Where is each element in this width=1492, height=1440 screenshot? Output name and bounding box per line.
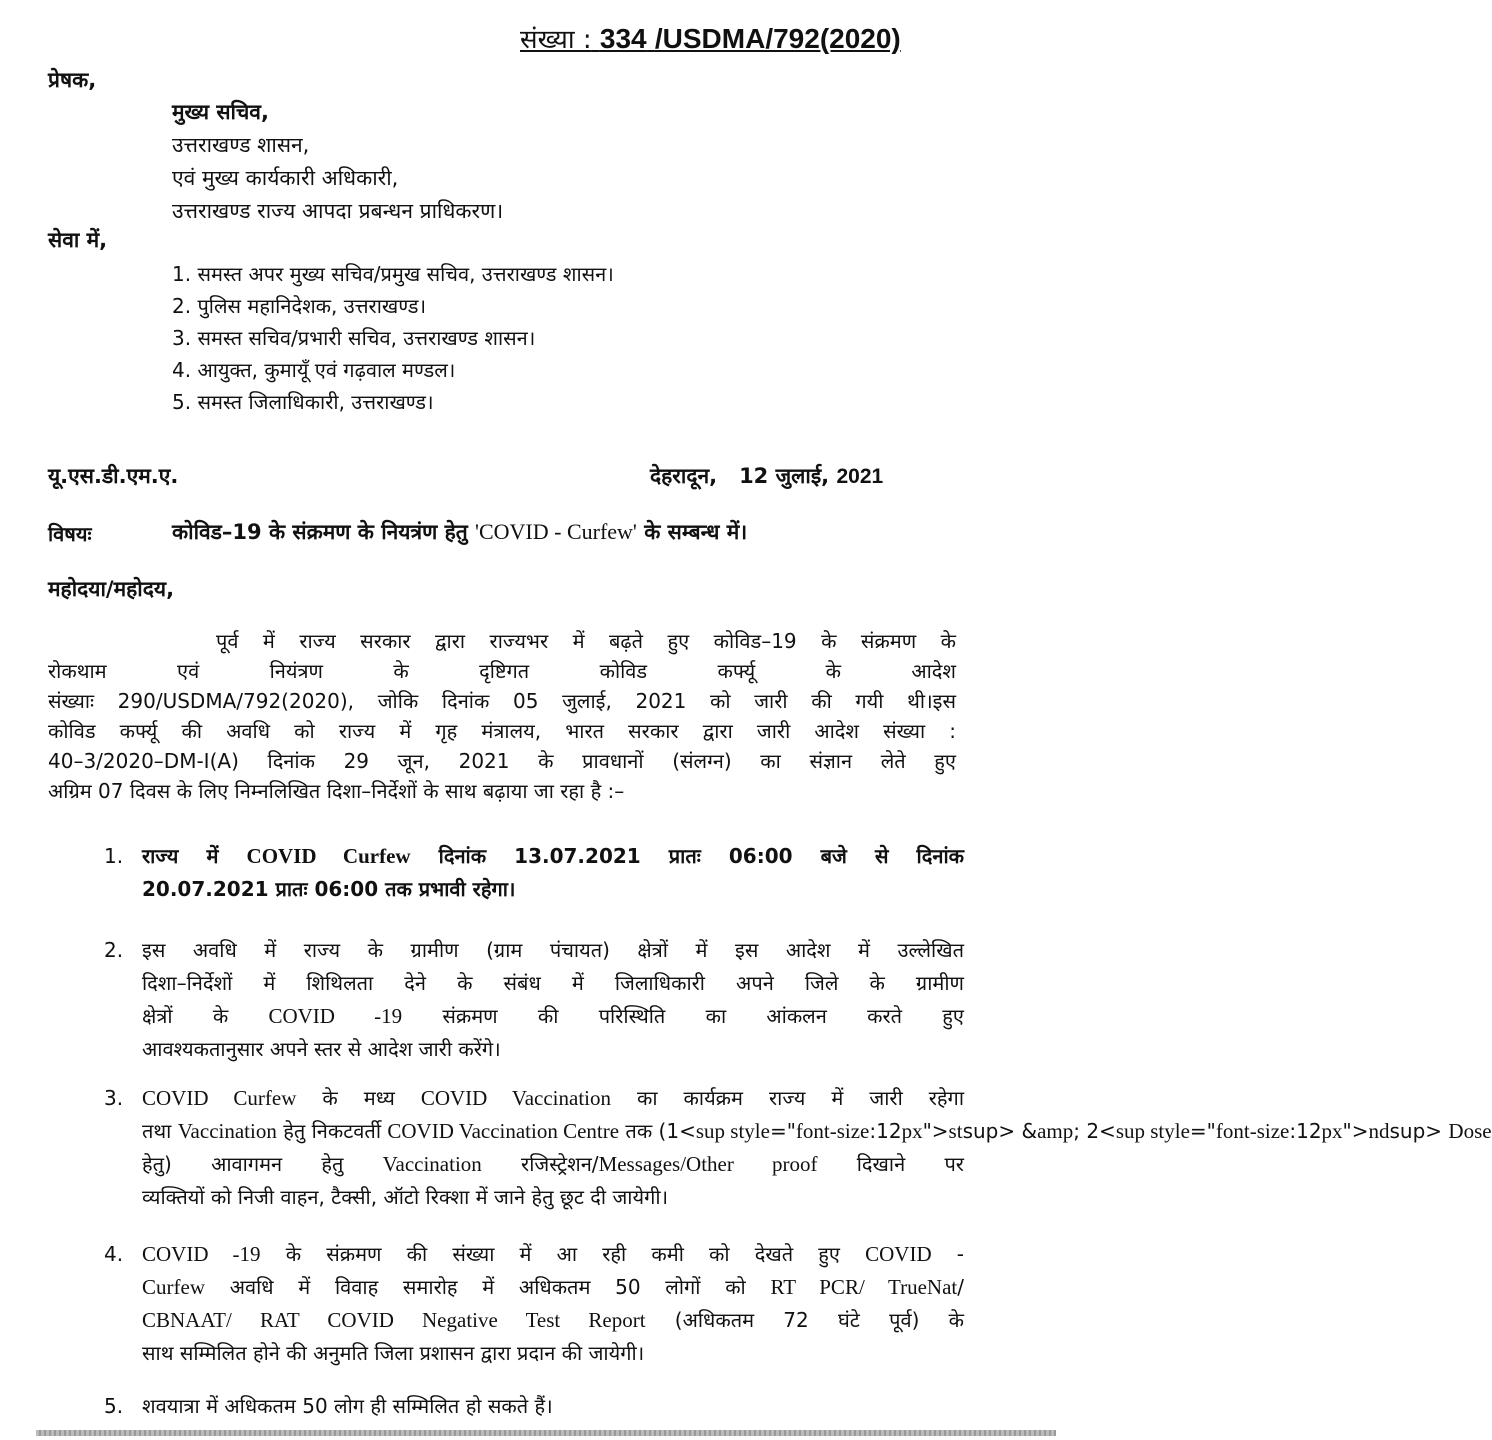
directive-line: 20.07.2021 प्रातः 06:00 तक प्रभावी रहेगा। [142,877,516,901]
recipient-item: 4. आयुक्त, कुमायूँ एवं गढ़वाल मण्डल। [172,358,456,382]
subject-label: विषयः [48,522,92,546]
sender-line: मुख्य सचिव, [172,100,269,124]
directive-line: दिशा–निर्देशों में शिथिलता देने के संबंध में जिलाधिकारी अपने जिले के ग्रामीण [142,971,964,995]
intro-line: अग्रिम 07 दिवस के लिए निम्नलिखित दिशा–निर्देशों के साथ बढ़ाया जा रहा है :– [48,779,625,803]
directive-line: साथ सम्मिलित होने की अनुमति जिला प्रशासन द्वारा प्रदान की जायेगी। [142,1341,645,1365]
directive-line: व्यक्तियों को निजी वाहन, टैक्सी, ऑटो रिक्शा में जाने हेतु छूट दी जायेगी। [142,1185,669,1209]
intro-line: 40–3/2020–DM-I(A) दिनांक 29 जून, 2021 के प्रावधानों (संलग्न) का संज्ञान लेते हुए [48,749,956,773]
recipient-item: 2. पुलिस महानिदेशक, उत्तराखण्ड। [172,294,427,318]
directive-3 [104,1082,1492,1214]
bottom-edge-divider [36,1430,1056,1436]
directive-number: 4. [104,1242,124,1266]
directive-number: 2. [104,938,124,962]
subject-text-before: कोविड–19 के संक्रमण के नियत्रंण हेतु [172,520,475,544]
date-place: देहरादून, [650,464,718,488]
office-code: यू.एस.डी.एम.ए. [48,464,179,488]
directive-4 [104,1238,964,1370]
recipient-item: 3. समस्त सचिव/प्रभारी सचिव, उत्तराखण्ड शासन। [172,326,536,350]
directive-2 [104,934,964,1066]
intro-line: रोकथाम एवं नियंत्रण के दृष्टिगत कोविड कर्फ्यू के आदेश [48,659,956,683]
sender-line: उत्तराखण्ड राज्य आपदा प्रबन्धन प्राधिकरण। [172,199,504,223]
intro-line: कोविड कर्फ्यू की अवधि को राज्य में गृह मंत्रालय, भारत सरकार द्वारा जारी आदेश संख्या : [48,719,956,743]
directive-line: शवयात्रा में अधिकतम 50 लोग ही सम्मिलित हो सकते हैं। [142,1394,553,1418]
directive-line: राज्य में COVID Curfew दिनांक 13.07.2021 प्रातः 06:00 बजे से दिनांक [142,844,964,868]
intro-line: संख्याः 290/USDMA/792(2020), जोकि दिनांक 05 जुलाई, 2021 को जारी की गयी थी।इस [48,689,956,713]
directive-1 [104,840,964,906]
intro-paragraph [48,626,956,806]
recipients-list [172,258,614,418]
directive-line: Curfew अवधि में विवाह समारोह में अधिकतम 50 लोगों को RT PCR/ TrueNat/ [142,1275,964,1299]
directive-line: आवश्यकतानुसार अपने स्तर से आदेश जारी करेंगे। [142,1037,501,1061]
reference-suffix: /USDMA/792(2020) [654,23,901,54]
sender-line: उत्तराखण्ड शासन, [172,133,310,157]
subject-quoted: 'COVID - Curfew' [475,519,637,544]
date-year: 2021 [836,465,884,488]
salutation: महोदया/महोदय, [48,577,175,601]
date-day-month: 12 जुलाई, [739,464,830,488]
directive-number: 1. [104,844,124,868]
sender-label: प्रेषक, [48,68,97,92]
reference-prefix: संख्या : [520,25,592,55]
directive-number: 5. [104,1394,124,1418]
directive-line: COVID Curfew के मध्य COVID Vaccination का कार्यक्रम राज्य में जारी रहेगा [142,1086,964,1110]
directive-5 [104,1390,964,1423]
subject-text [172,518,747,546]
subject-text-after: के सम्बन्ध में। [636,520,748,544]
directive-line: COVID -19 के संक्रमण की संख्या में आ रही कमी को देखते हुए COVID - [142,1242,964,1266]
recipient-item: 1. समस्त अपर मुख्य सचिव/प्रमुख सचिव, उत्तराखण्ड शासन। [172,262,614,286]
directive-line: तथा Vaccination हेतु निकटवर्ती COVID Vaccination Centre तक (1<sup style="font-size:12px">stsup> &amp; 2<sup style="font-size:12px">ndsup> Dose [142,1119,1492,1143]
reference-number [520,20,901,56]
directive-line: CBNAAT/ RAT COVID Negative Test Report (अधिकतम 72 घंटे पूर्व) के [142,1308,964,1332]
date-line [650,462,883,490]
sender-address [172,96,503,228]
directive-line: हेतु) आवागमन हेतु Vaccination रजिस्ट्रेशन/Messages/Other proof दिखाने पर [142,1152,964,1176]
directive-line: क्षेत्रों के COVID -19 संक्रमण की परिस्थिति का आंकलन करते हुए [142,1004,964,1028]
sender-line: एवं मुख्य कार्यकारी अधिकारी, [172,166,399,190]
recipients-label: सेवा में, [48,228,108,252]
directive-number: 3. [104,1086,124,1110]
reference-number-value: 334 [599,23,647,54]
directive-line: इस अवधि में राज्य के ग्रामीण (ग्राम पंचायत) क्षेत्रों में इस आदेश में उल्लेखित [142,938,964,962]
intro-line: पूर्व में राज्य सरकार द्वारा राज्यभर में बढ़ते हुए कोविड–19 के संक्रमण के [216,629,956,653]
recipient-item: 5. समस्त जिलाधिकारी, उत्तराखण्ड। [172,390,434,414]
